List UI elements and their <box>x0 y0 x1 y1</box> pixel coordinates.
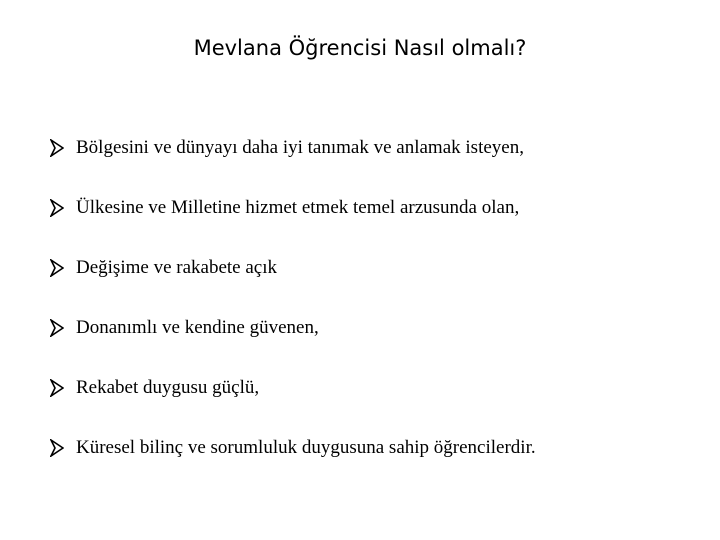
bullet-text: Küresel bilinç ve sorumluluk duygusuna sahip öğrencilerdir. <box>76 437 536 458</box>
bullet-text: Bölgesini ve dünyayı daha iyi tanımak ve anlamak isteyen, <box>76 137 524 158</box>
bullet-text: Ülkesine ve Milletine hizmet etmek temel arzusunda olan, <box>76 197 520 218</box>
list-item <box>50 358 536 418</box>
bullet-text: Rekabet duygusu güçlü, <box>76 377 260 398</box>
arrowhead-bullet-icon <box>50 259 64 277</box>
arrowhead-bullet-icon <box>50 439 64 457</box>
list-item <box>50 238 536 298</box>
arrowhead-bullet-icon <box>50 199 64 217</box>
list-item <box>50 418 536 478</box>
bullet-list <box>50 118 536 478</box>
bullet-text: Donanımlı ve kendine güvenen, <box>76 317 319 338</box>
slide-title: Mevlana Öğrencisi Nasıl olmalı? <box>193 36 527 60</box>
list-item <box>50 118 536 178</box>
arrowhead-bullet-icon <box>50 319 64 337</box>
list-item <box>50 178 536 238</box>
list-item <box>50 298 536 358</box>
arrowhead-bullet-icon <box>50 139 64 157</box>
bullet-text: Değişime ve rakabete açık <box>76 257 277 278</box>
arrowhead-bullet-icon <box>50 379 64 397</box>
